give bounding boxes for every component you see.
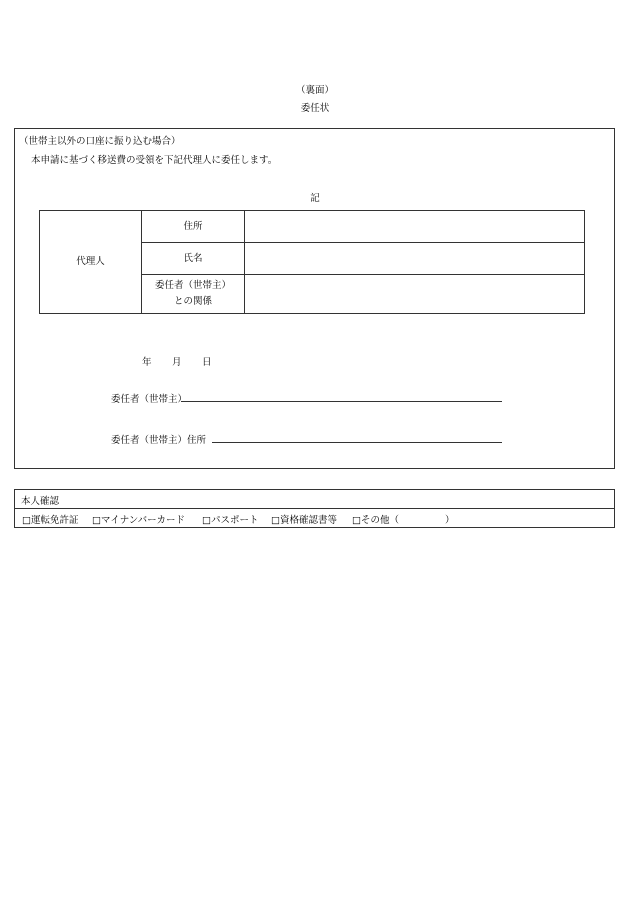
relation-label-line-1: 委任者（世帯主） xyxy=(154,280,231,291)
date-month-label: 月 xyxy=(172,357,182,368)
checkbox-other[interactable]: □その他（ xyxy=(352,515,399,526)
delegation-condition: （世帯主以外の口座に振り込む場合） xyxy=(19,136,181,147)
address-label: 住所 xyxy=(142,211,245,243)
checkbox-drivers-license[interactable]: □運転免許証 xyxy=(22,515,79,526)
other-close-paren: ） xyxy=(445,515,455,526)
representative-header: 代理人 xyxy=(40,211,142,314)
relation-field[interactable] xyxy=(245,275,585,314)
ki-mark: 記 xyxy=(310,193,320,204)
relation-label xyxy=(142,275,245,314)
name-field[interactable] xyxy=(245,243,585,275)
address-field[interactable] xyxy=(245,211,585,243)
page-subtitle: （裏面） xyxy=(295,85,334,96)
page-title: 委任状 xyxy=(300,103,330,114)
date-year-label: 年 xyxy=(142,357,152,368)
name-label: 氏名 xyxy=(142,243,245,275)
representative-table xyxy=(39,210,585,314)
identity-divider xyxy=(15,508,614,509)
identity-title: 本人確認 xyxy=(21,496,60,507)
delegator-address-label: 委任者（世帯主）住所 xyxy=(111,435,207,446)
delegator-name-field[interactable] xyxy=(181,401,502,402)
delegation-statement: 本申請に基づく移送費の受領を下記代理人に委任します。 xyxy=(31,155,278,166)
delegator-address-field[interactable] xyxy=(212,442,502,443)
checkbox-passport[interactable]: □パスポート xyxy=(202,515,259,526)
delegator-name-label: 委任者（世帯主） xyxy=(111,394,188,405)
checkbox-qualification-certificate[interactable]: □資格確認書等 xyxy=(271,515,337,526)
date-day-label: 日 xyxy=(202,357,212,368)
relation-label-line-2: との関係 xyxy=(173,296,212,307)
checkbox-mynumber-card[interactable]: □マイナンバーカード xyxy=(92,515,185,526)
